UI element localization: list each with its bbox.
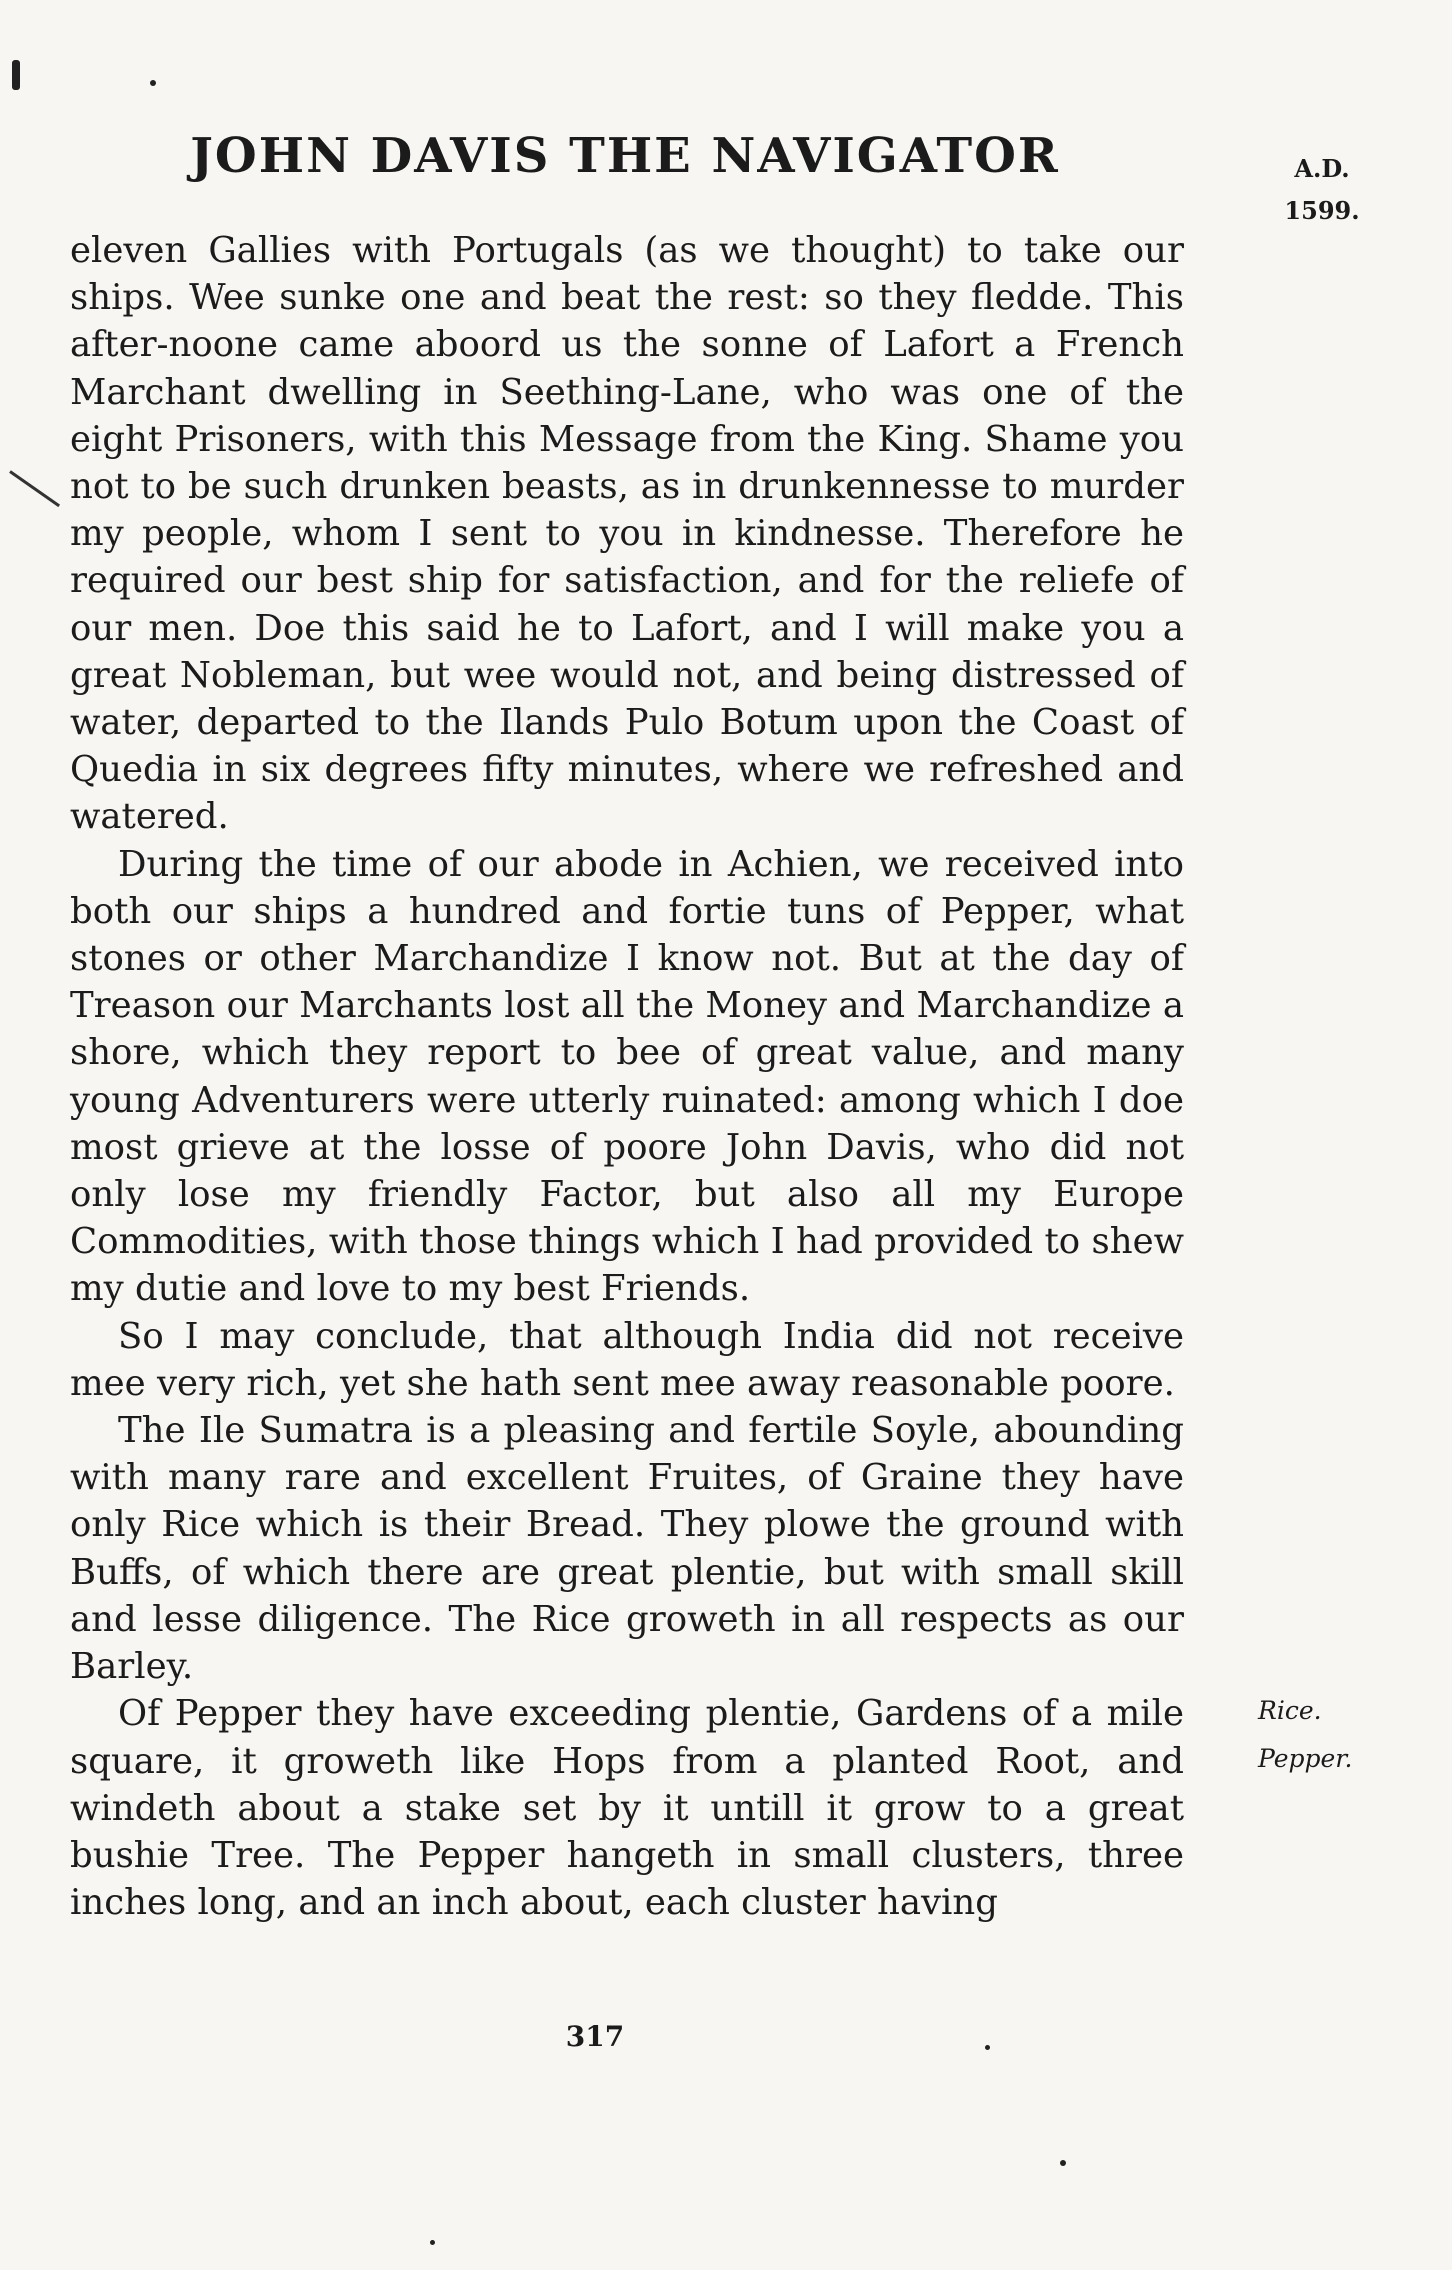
paragraph-2: During the time of our abode in Achien, we received into both our ships a hundred and fortie tuns of Pepper, what stones or other Marchandize I know not. But at the day of Treason our Marchants lost all the Money and Marchandize a shore, which they report to bee of great value, and many young Adventurers were utterly ruinated: among which I doe most grieve at the losse of poore John Davis, who did not only lose my friendly Factor, but also all my Europe Commodities, with those things which I had provided to shew my dutie and love to my best Friends. bbox=[70, 843, 1184, 1310]
margin-year: 1599. bbox=[1284, 196, 1360, 225]
scan-speck bbox=[150, 80, 156, 86]
paragraph-1: eleven Gallies with Portugals (as we thought) to take our ships. Wee sunke one and beat the rest: so they fledde. This after-noone came aboord us the sonne of Lafort a French Marchant dwelling in Seething-Lane, who was one of the eight Prisoners, with this Message from the King. Shame you not to be such drunken beasts, as in drunkennesse to murder my people, whom I sent to you in kindnesse. Therefore he required our best ship for satisfaction, and for the reliefe of our men. Doe this said he to Lafort, and I will make you a great Nobleman, but wee would not, and being distressed of water, departed to the Ilands Pulo Botum upon the Coast of Quedia in six degrees fifty minutes, where we refreshed and watered. bbox=[70, 230, 1184, 838]
margin-note-pepper: Pepper. bbox=[1258, 1744, 1353, 1773]
paragraph-5: Of Pepper they have exceeding plentie, Gardens of a mile square, it groweth like Hops from a planted Root, and windeth about a stake set by it untill it grow to a great bushie Tree. The Pepper hangeth in small clusters, three inches long, and an inch about, each cluster having bbox=[70, 1693, 1184, 1924]
body-text bbox=[70, 227, 1353, 1926]
margin-note-rice: Rice. bbox=[1258, 1696, 1322, 1725]
scan-speck bbox=[1060, 2160, 1066, 2166]
scan-mark bbox=[9, 470, 60, 507]
scan-speck bbox=[430, 2240, 435, 2245]
margin-date bbox=[1262, 148, 1382, 232]
scan-speck bbox=[985, 2045, 990, 2050]
page-number: 317 bbox=[565, 2020, 625, 2053]
scan-speck bbox=[12, 60, 20, 90]
margin-era: A.D. bbox=[1294, 154, 1350, 183]
paragraph-3: So I may conclude, that although India did not receive mee very rich, yet she hath sent mee away reasonable poore. bbox=[70, 1315, 1184, 1404]
running-header-title: JOHN DAVIS THE NAVIGATOR bbox=[190, 128, 1060, 184]
paragraph-4: The Ile Sumatra is a pleasing and fertile Soyle, abounding with many rare and excellent Fruites, of Graine they have only Rice which is their Bread. They plowe the ground with Buffs, of which there are great plentie, but with small skill and lesse diligence. The Rice groweth in all respects as our Barley. bbox=[70, 1410, 1184, 1688]
